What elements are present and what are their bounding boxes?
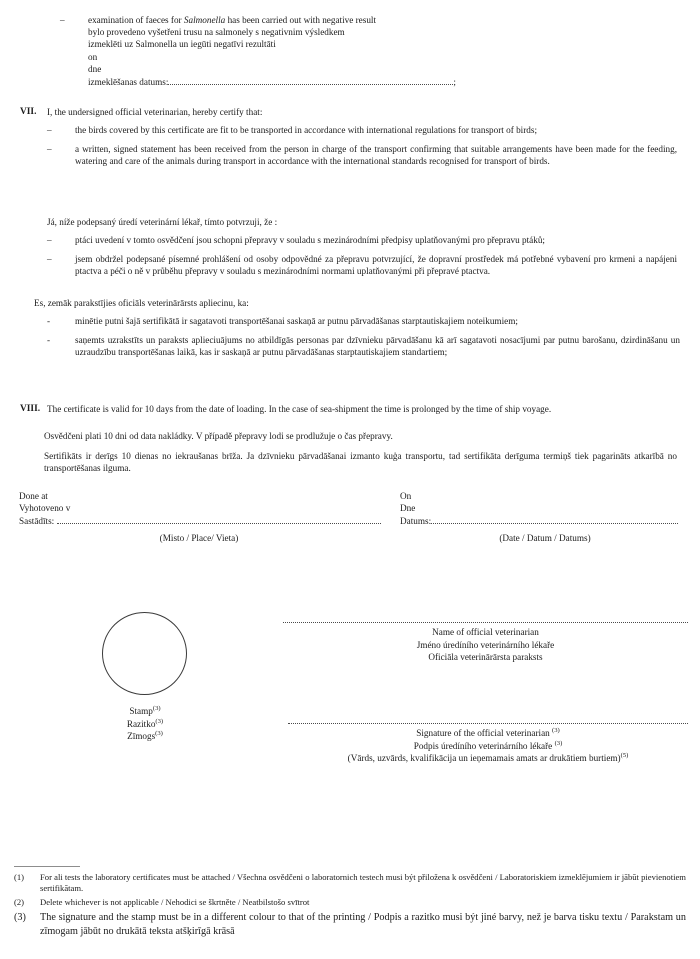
date-block [400,490,690,528]
footnote-ref: (3) [155,717,164,725]
date-caption: (Date / Datum / Datums) [499,533,591,543]
stamp-label-lv: Zīmogs$^{(3)}$ [127,730,163,742]
footnote-number: (1) [14,872,25,882]
footnote-ref: (3) [152,704,161,712]
vet-signature-label-lv: (Vārds, uzvārds, kvalifikācija un ieņemamais amats ar drukātiem burtiem)$^{(5)}$ [347,752,629,764]
list-item [47,315,680,327]
vet-name-dotted-line[interactable] [283,622,688,623]
vet-signature-block [288,727,688,765]
salmonella-trailing: ; [453,77,456,88]
bullet-dash-icon: – [47,125,52,135]
bullet-text: the birds covered by this certificate are fit to be transported in accordance with international regulations for transport of birds; [75,125,538,135]
place-caption: (Misto / Place/ Vieta) [159,533,239,543]
vet-signature-label-en: Signature of the official veterinarian $^{(3)}$ [416,726,560,738]
section-vii-intro-cs: Já, níže podepsaný úredí veterinární lékař, tímto potvrzuji, že : [47,217,278,227]
on-label-en: On [400,491,412,501]
section-vii-bullets-lv [47,315,680,363]
on-label-lv: Datums: [400,516,432,527]
footnote-text: For ali tests the laboratory certificates must be attached / Všechna osvědčeni o laboratornich testech musi být přiložena k osvědčeni / Laboratoriskiem izmeklējumiem ir jābūt pievienotiem sertifikātam. [40,872,686,894]
salmonella-date-dotted-line[interactable] [168,75,453,85]
vet-signature-label-cs: Podpis úredíního veterinárního lékaře $^{(3)}$ [413,739,563,751]
bullet-dash-icon: - [47,316,51,326]
footnote-number: (3) [14,912,26,924]
done-at-block [19,490,379,528]
list-item [47,334,680,358]
bullet-text: jsem obdržel podepsané písemné prohlášení od osoby odpovědné za přepravu potvrzující, že dopravní prostředek má potřebné vybavení pro krmeni a napájeni ptactva a péči o ně v průběhu přepravy v souladu s mezinárodními normami uplatňovanými při přepravé ptactva. [75,254,677,277]
bullet-text: ptáci uvedení v tomto osvědčení jsou schopni přepravy v souladu s mezinárodními předpisy uplatňovanými pro přepravu ptáků; [75,235,545,245]
footnote-item [14,872,686,895]
bullet-text: saņemts uzrakstīts un paraksts aplieciuājums no atbildīgās personas par dzīvnieku pārvadāšanu kā arī sagatavoti nosacījumi par putnu barošanu, dzirdināšanu un uzraudzību transportēšanas laikā, kas ir saskaņā ar putnu pārvadāšanas starptautiskajiem standartiem; [75,335,680,358]
salmonella-line-lv: izmeklēti uz Salmonella un iegūti negatīvi rezultāti [88,39,276,50]
salmonella-on-lv: izmeklēšanas datums: [88,77,169,88]
vet-signature-dotted-line[interactable] [288,723,688,724]
salmonella-line-cs: bylo provedeno vyšetřeni trusu na salmonely s negativnim výsledkem [88,27,345,38]
vet-name-label-lv: Oficiāla veterinārārsta paraksts [428,652,543,663]
on-label-cs: Dne [400,503,416,514]
salmonella-line-en: examination of faeces for Salmonella has been carried out with negative result [88,15,377,25]
footnote-text: Delete whichever is not applicable / Nehodici se škrtněte / Neatbilstošo svītrot [40,896,310,907]
bullet-text: minētie putni šajā sertifikātā ir sagatavoti transportēšanai saskaņā ar putnu pārvadāšanas starptautiskajiem noteikumiem; [75,316,518,326]
bullet-text: a written, signed statement has been received from the person in charge of the transport confirming that suitable arrangements have been made for the feeding, watering and care of the animals during transport in accordance with the international standards recognised for transport of birds. [75,144,677,167]
bullet-dash-icon: – [47,235,52,245]
section-vii-intro-lv: Es, zemāk parakstījies oficiāls veterinārārsts apliecinu, ka: [34,298,249,308]
bullet-dash-icon: – [47,144,52,155]
section-vii-bullets-cs [47,234,677,282]
stamp-label-en: Stamp$^{(3)}$ [129,704,161,716]
footnote-item [14,897,686,908]
bullet-dash-icon: – [60,15,65,25]
section-viii-text-lv: Sertifikāts ir derīgs 10 dienas no iekraušanas brīža. Ja dzīvnieku pārvadāšanai izmanto kuģa transportu, tad sertifikāta derīguma termiņš tiek pagarināts atkarībā no transportēšanas ilguma. [44,451,677,474]
stamp-label-cs: Razitko$^{(3)}$ [126,717,164,729]
section-vii-numeral: VII. [20,107,37,117]
stamp-labels [60,705,230,743]
bullet-dash-icon: - [47,335,51,346]
stamp-circle-placeholder[interactable] [102,612,187,695]
section-viii-text-en: The certificate is valid for 10 days from the date of loading. In the case of sea-shipment the time is prolonged by the time of ship voyage. [47,404,552,414]
list-item [47,143,677,167]
salmonella-on-cs: dne [88,63,102,74]
footnote-separator [14,866,80,867]
footnote-ref: (3) [554,739,563,747]
list-item [47,124,677,136]
section-vii-intro-en: I, the undersigned official veterinarian, hereby certify that: [47,107,263,117]
footnote-ref: (3) [552,726,560,734]
footnotes-block [14,872,686,940]
place-input-line[interactable] [57,514,381,524]
done-at-label-lv: Sastādīts: [19,516,55,527]
vet-name-label-en: Name of official veterinarian [432,627,539,637]
done-at-row-lv [19,514,379,527]
salmonella-italic: Salmonella [183,15,226,25]
on-row-lv [400,514,690,527]
footnote-number: (2) [14,896,25,907]
list-item [47,253,677,277]
section-viii-numeral: VIII. [20,404,41,414]
footnote-item [14,911,686,938]
salmonella-bullet [60,14,680,88]
vet-name-label-cs: Jméno úredíního veterinárního lékaře [416,639,555,650]
section-vii-bullets-en [47,124,677,172]
salmonella-block [60,14,680,88]
footnote-text: The signature and the stamp must be in a different colour to that of the printing / Podpis a razitko musi být jiné barvy, než je barva tisku textu / Parakstam un zīmogam jābūt no drukātā teksta atšķirīgā krāsā [40,912,686,937]
section-viii-text-cs: Osvědčeni plati 10 dni od data nakládky. V případě přepravy lodi se prodlužuje o čas přepravy. [44,431,393,441]
bullet-dash-icon: – [47,254,52,265]
salmonella-date-row [88,75,680,88]
date-input-line[interactable] [431,514,678,524]
footnote-ref: (3) [155,730,163,738]
vet-name-block [283,626,688,664]
salmonella-on-en: on [88,51,98,62]
footnote-ref: (5) [620,752,629,760]
done-at-label-en: Done at [19,491,48,501]
done-at-label-cs: Vyhotoveno v [19,503,71,514]
list-item [47,234,677,246]
